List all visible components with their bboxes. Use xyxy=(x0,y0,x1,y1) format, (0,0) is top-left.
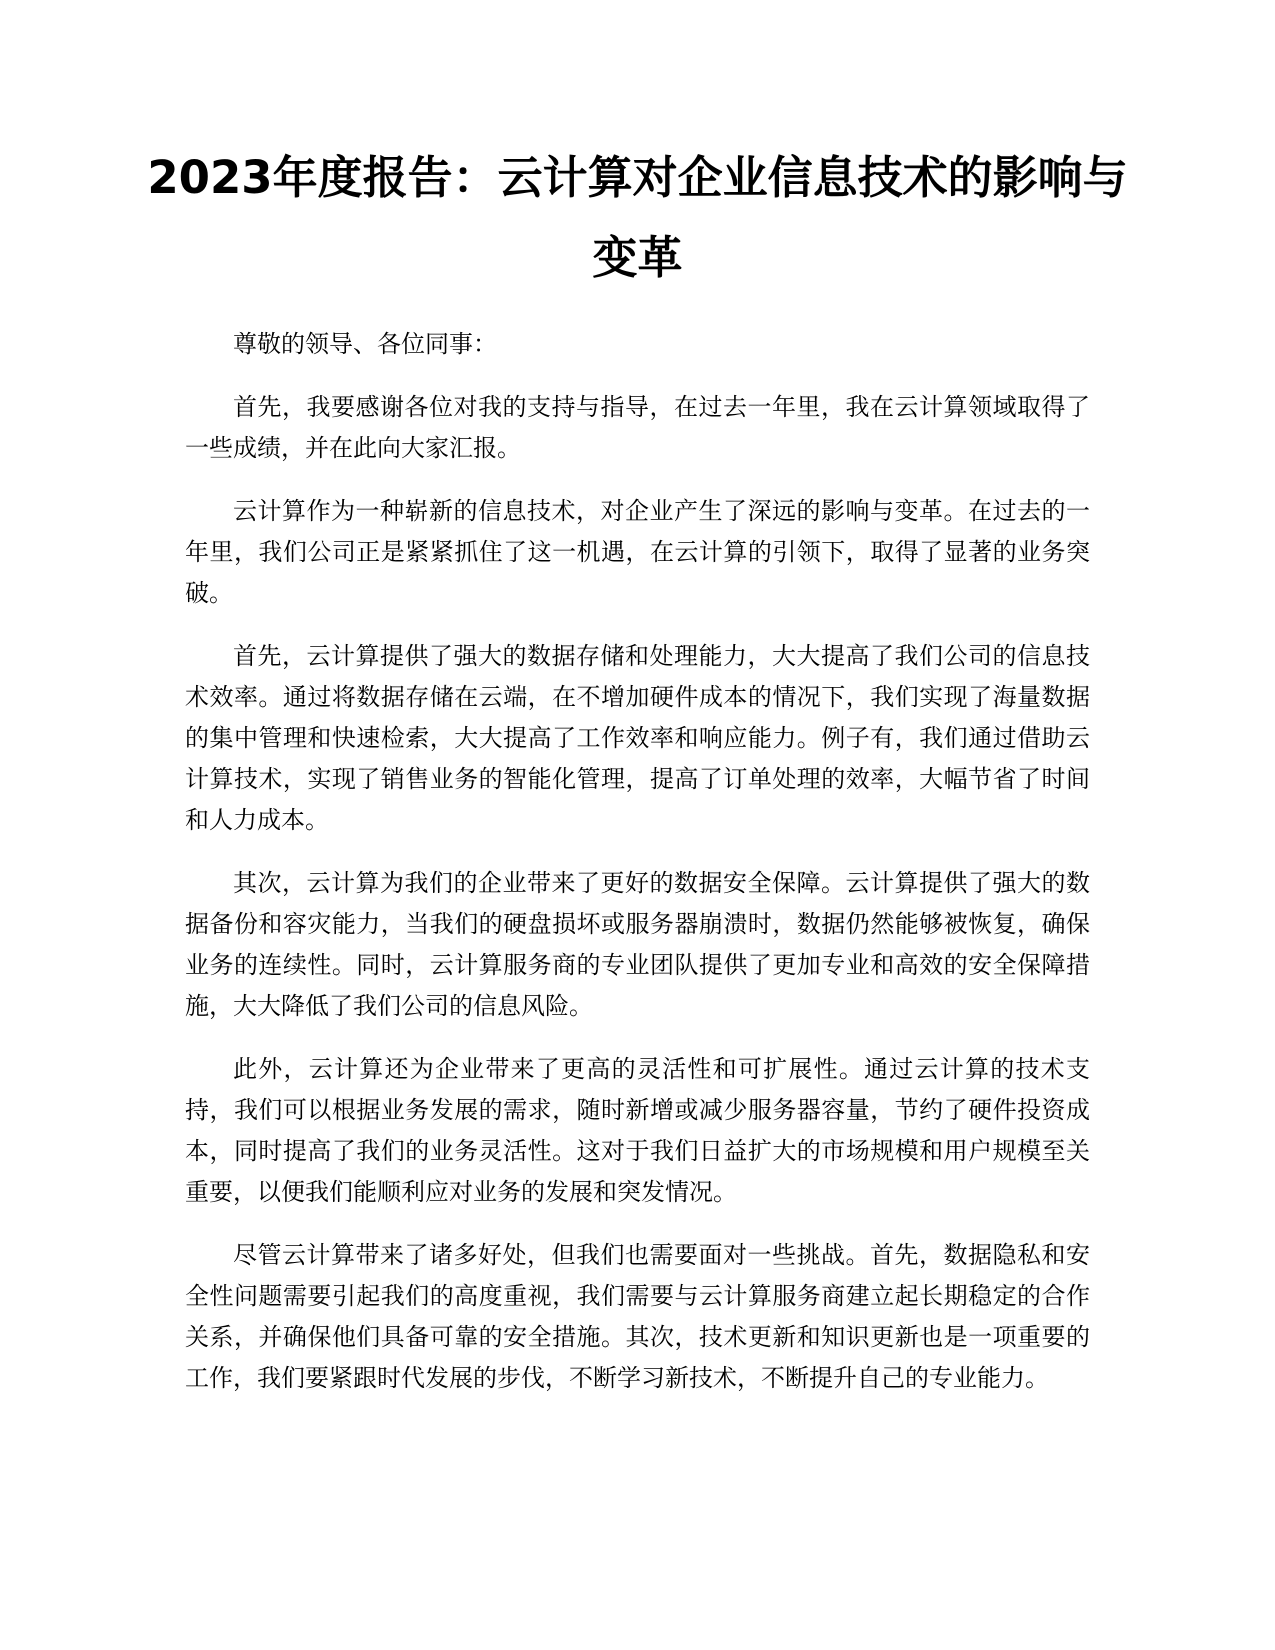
paragraph: 其次，云计算为我们的企业带来了更好的数据安全保障。云计算提供了强大的数据备份和容灾能力，当我们的硬盘损坏或服务器崩溃时，数据仍然能够被恢复，确保业务的连续性。同时，云计算服务商的专业团队提供了更加专业和高效的安全保障措施，大大降低了我们公司的信息风险。 xyxy=(185,869,1090,1020)
paragraph: 云计算作为一种崭新的信息技术，对企业产生了深远的影响与变革。在过去的一年里，我们公司正是紧紧抓住了这一机遇，在云计算的引领下，取得了显著的业务突破。 xyxy=(185,497,1090,607)
paragraph: 首先，我要感谢各位对我的支持与指导，在过去一年里，我在云计算领域取得了一些成绩，并在此向大家汇报。 xyxy=(185,393,1090,462)
document-title: 2023年度报告：云计算对企业信息技术的影响与变革 xyxy=(147,151,1128,284)
paragraph-salutation: 尊敬的领导、各位同事： xyxy=(233,330,497,358)
paragraph: 首先，云计算提供了强大的数据存储和处理能力，大大提高了我们公司的信息技术效率。通过将数据存储在云端，在不增加硬件成本的情况下，我们实现了海量数据的集中管理和快速检索，大大提高了工作效率和响应能力。例子有，我们通过借助云计算技术，实现了销售业务的智能化管理，提高了订单处理的效率，大幅节省了时间和人力成本。 xyxy=(185,642,1090,834)
paragraph: 尽管云计算带来了诸多好处，但我们也需要面对一些挑战。首先，数据隐私和安全性问题需要引起我们的高度重视，我们需要与云计算服务商建立起长期稳定的合作关系，并确保他们具备可靠的安全措施。其次，技术更新和知识更新也是一项重要的工作，我们要紧跟时代发展的步伐，不断学习新技术，不断提升自己的专业能力。 xyxy=(185,1241,1090,1392)
paragraph: 此外，云计算还为企业带来了更高的灵活性和可扩展性。通过云计算的技术支持，我们可以根据业务发展的需求，随时新增或减少服务器容量，节约了硬件投资成本，同时提高了我们的业务灵活性。这对于我们日益扩大的市场规模和用户规模至关重要，以便我们能顺利应对业务的发展和突发情况。 xyxy=(185,1055,1090,1206)
document-body xyxy=(185,324,1090,1421)
